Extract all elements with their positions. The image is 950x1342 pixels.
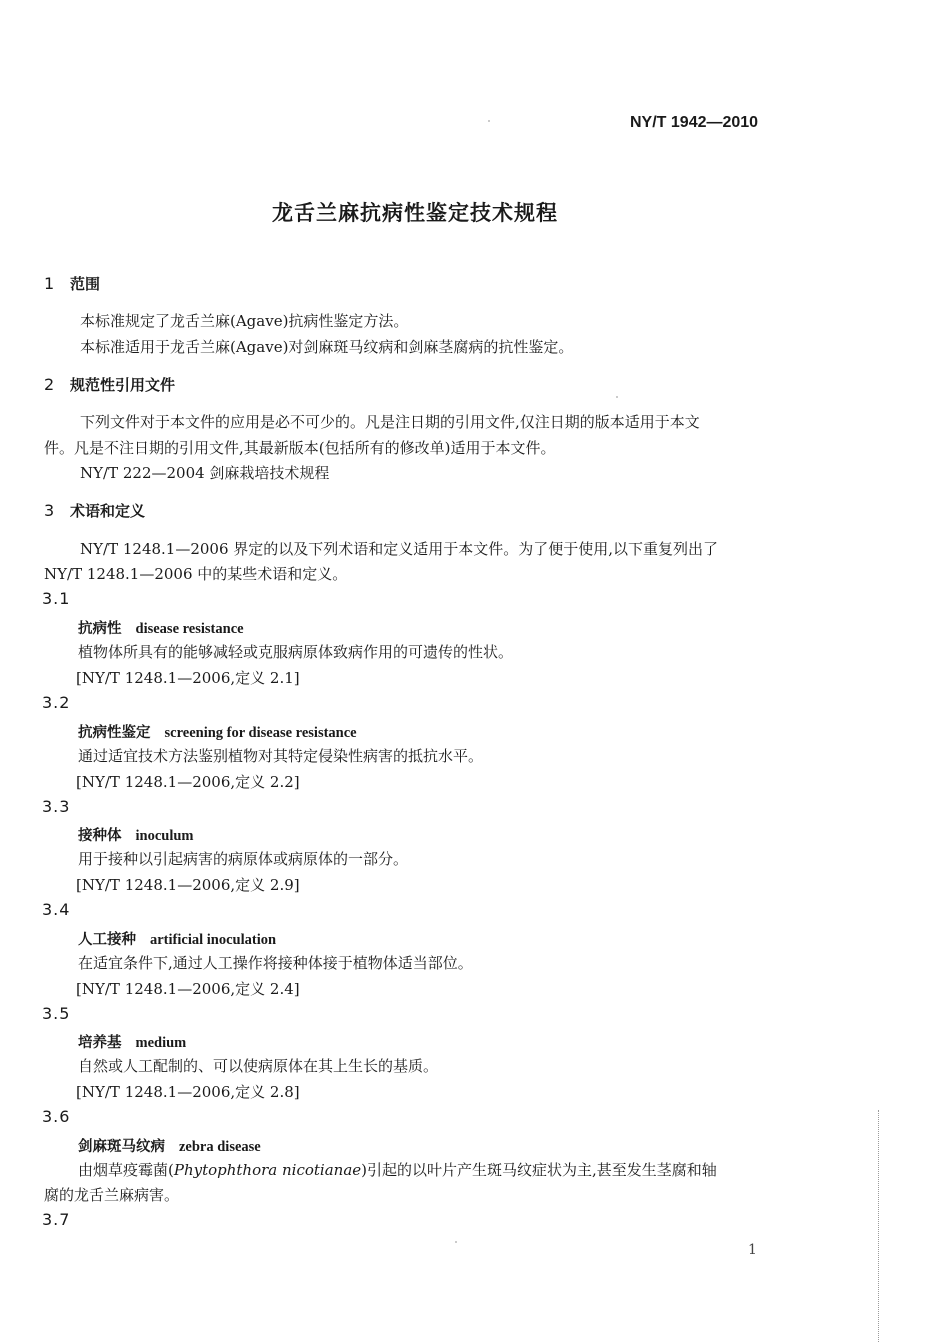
scan-edge-line [878,1110,879,1342]
term-definition: 通过适宜技术方法鉴别植物对其特定侵染性病害的抵抗水平。 [78,747,484,765]
section-title: 术语和定义 [70,502,146,520]
term-definition: 在适宜条件下,通过人工操作将接种体接于植物体适当部位。 [78,954,473,972]
term-heading [78,721,357,742]
section-2-heading [44,374,175,395]
term-zh: 培养基 [78,1035,122,1051]
term-en: artificial inoculation [150,932,277,948]
term-en: medium [135,1035,187,1051]
term-number: 3.5 [42,1004,71,1023]
term-heading [78,1031,186,1052]
paragraph: 件。凡是不注日期的引用文件,其最新版本(包括所有的修改单)适用于本文件。 [44,439,556,457]
term-en: zebra disease [179,1139,261,1155]
term-heading [78,928,276,949]
term-heading [78,617,244,638]
term-definition: 植物体所具有的能够减轻或克服病原体致病作用的可遗传的性状。 [78,643,514,661]
term-number: 3.7 [42,1210,71,1229]
term-zh: 抗病性 [78,621,122,637]
term-number: 3.4 [42,900,71,919]
term-source: [NY/T 1248.1—2006,定义 2.2] [76,773,300,791]
standard-code: NY/T 1942—2010 [630,114,759,131]
normative-reference: NY/T 222—2004 剑麻栽培技术规程 [80,464,330,482]
term-source: [NY/T 1248.1—2006,定义 2.9] [76,876,300,894]
paragraph: 本标准规定了龙舌兰麻(Agave)抗病性鉴定方法。 [80,312,409,330]
term-en: disease resistance [135,621,244,637]
term-number: 3.2 [42,693,71,712]
term-zh: 抗病性鉴定 [78,725,151,741]
term-zh: 人工接种 [78,932,136,948]
term-number: 3.6 [42,1107,71,1126]
term-heading [78,824,194,845]
document-title: 龙舌兰麻抗病性鉴定技术规程 [272,201,558,225]
term-zh: 接种体 [78,828,122,844]
section-title: 规范性引用文件 [70,376,176,394]
scan-speck [488,120,490,122]
term-definition [78,1160,717,1180]
definition-text: )引起的以叶片产生斑马纹症状为主,甚至发生茎腐和轴 [361,1161,717,1179]
page-number: 1 [748,1242,757,1258]
term-en: screening for disease resistance [164,725,357,741]
section-number: 3 [44,501,55,520]
section-title: 范围 [70,275,101,293]
term-definition-continued: 腐的龙舌兰麻病害。 [44,1186,180,1204]
scan-speck [455,1241,457,1243]
term-source: [NY/T 1248.1—2006,定义 2.1] [76,669,300,687]
term-en: inoculum [135,828,194,844]
term-definition: 用于接种以引起病害的病原体或病原体的一部分。 [78,850,409,868]
section-number: 2 [44,375,55,394]
section-number: 1 [44,274,55,293]
term-number: 3.1 [42,589,71,608]
definition-text: 由烟草疫霉菌( [78,1161,174,1179]
section-3-heading [44,500,145,521]
term-zh: 剑麻斑马纹病 [78,1139,165,1155]
term-number: 3.3 [42,797,71,816]
section-1-heading [44,273,100,294]
term-source: [NY/T 1248.1—2006,定义 2.4] [76,980,300,998]
paragraph: 下列文件对于本文件的应用是必不可少的。凡是注日期的引用文件,仅注日期的版本适用于本文 [80,413,700,431]
scan-speck [616,396,618,398]
pathogen-name: Phytophthora nicotianae [173,1161,362,1179]
term-heading [78,1135,261,1156]
term-source: [NY/T 1248.1—2006,定义 2.8] [76,1083,300,1101]
paragraph: 本标准适用于龙舌兰麻(Agave)对剑麻斑马纹病和剑麻茎腐病的抗性鉴定。 [80,338,574,356]
paragraph: NY/T 1248.1—2006 界定的以及下列术语和定义适用于本文件。为了便于使用,以下重复列出了 [80,540,719,558]
paragraph: NY/T 1248.1—2006 中的某些术语和定义。 [44,565,348,583]
term-definition: 自然或人工配制的、可以使病原体在其上生长的基质。 [78,1057,439,1075]
